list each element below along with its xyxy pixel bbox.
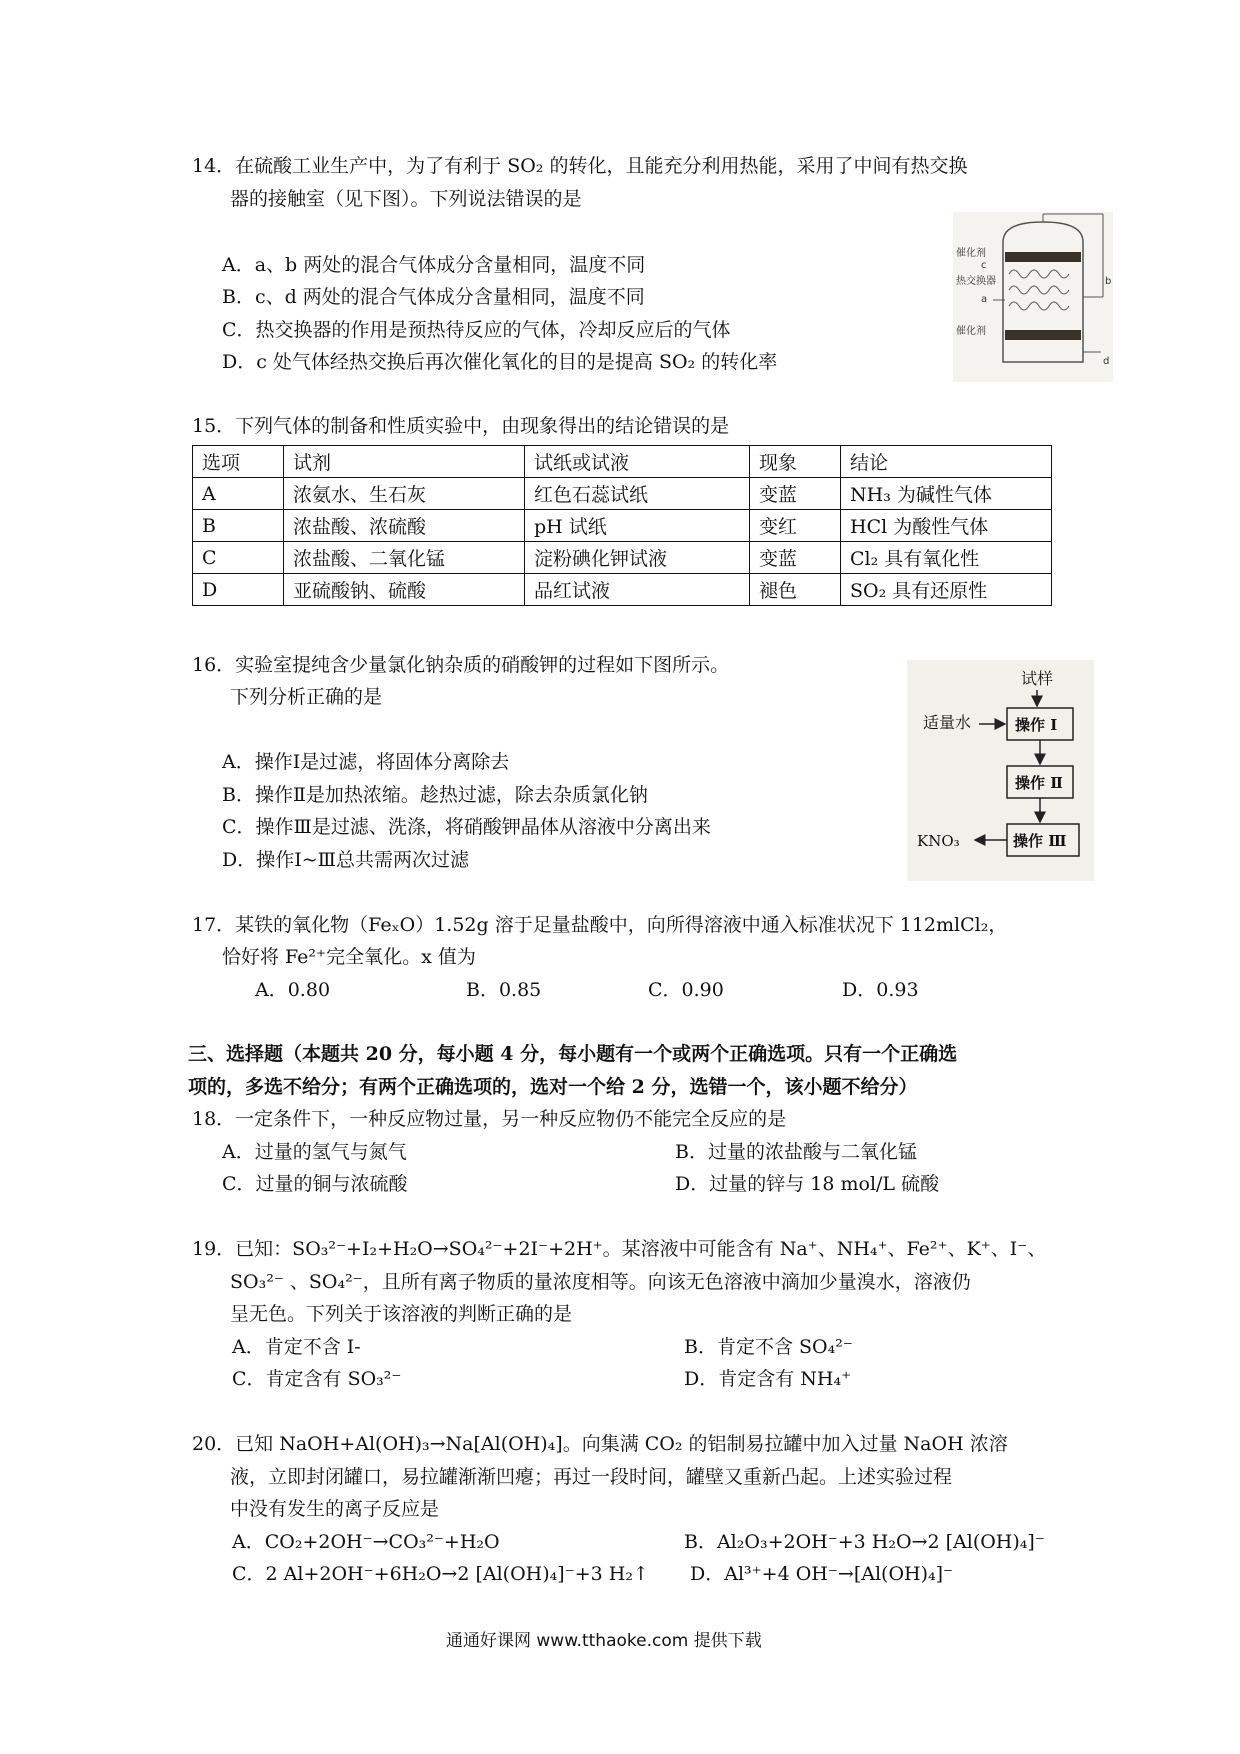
table-cell: B: [193, 510, 284, 542]
q14-option-c: C．热交换器的作用是预热待反应的气体，冷却反应后的气体: [222, 319, 731, 341]
table-cell: 浓盐酸、浓硫酸: [284, 510, 525, 542]
table-header-cell: 结论: [841, 446, 1052, 478]
q15-stem: 15．下列气体的制备和性质实验中，由现象得出的结论错误的是: [192, 415, 730, 437]
q18-option-c: C．过量的铜与浓硫酸: [222, 1173, 408, 1195]
table-cell: 品红试液: [525, 574, 750, 606]
q20-option-a: A．CO₂+2OH⁻→CO₃²⁻+H₂O: [232, 1531, 500, 1553]
q19-stem-line3: 呈无色。下列关于该溶液的判断正确的是: [230, 1303, 573, 1325]
flow-op2-label: 操作 Ⅱ: [1015, 774, 1063, 792]
q18-option-d: D．过量的锌与 18 mol/L 硫酸: [675, 1173, 940, 1195]
fig-label-c: c: [981, 260, 987, 271]
flow-op1-label: 操作 Ⅰ: [1015, 716, 1058, 734]
q14-stem-line1: 14．在硫酸工业生产中，为了有利于 SO₂ 的转化，且能充分利用热能，采用了中间有热交换: [192, 155, 968, 177]
q18-option-a: A．过量的氢气与氮气: [222, 1141, 407, 1163]
table-row: [193, 478, 1052, 510]
table-cell: D: [193, 574, 284, 606]
q17-option-a: A．0.80: [255, 979, 331, 1001]
table-cell: 变蓝: [750, 478, 841, 510]
q17-option-d: D．0.93: [842, 979, 919, 1001]
q16-option-a: A．操作Ⅰ是过滤，将固体分离除去: [222, 751, 510, 773]
section3-title-line1: 三、选择题（本题共 20 分，每小题 4 分，每小题有一个或两个正确选项。只有一个正确选: [188, 1043, 958, 1065]
q18-stem: 18．一定条件下，一种反应物过量，另一种反应物仍不能完全反应的是: [192, 1108, 787, 1130]
contact-chamber-figure: [953, 212, 1113, 382]
flow-op3-label: 操作 Ⅲ: [1013, 832, 1067, 850]
table-row: [193, 574, 1052, 606]
q16-option-d: D．操作Ⅰ~Ⅲ总共需两次过滤: [222, 849, 469, 871]
table-cell: 变蓝: [750, 542, 841, 574]
q19-option-d: D．肯定含有 NH₄⁺: [684, 1368, 852, 1390]
table-header-cell: 选项: [193, 446, 284, 478]
table-row: [193, 510, 1052, 542]
fig-label-catalyst-bottom: 催化剂: [956, 326, 986, 337]
table-cell: 浓氨水、生石灰: [284, 478, 525, 510]
q17-option-b: B．0.85: [466, 979, 542, 1001]
q20-option-d: D．Al³⁺+4 OH⁻→[Al(OH)₄]⁻: [690, 1563, 954, 1585]
fig-label-catalyst-top: 催化剂: [956, 248, 986, 259]
section3-title-line2: 项的，多选不给分；有两个正确选项的，选对一个给 2 分，选错一个，该小题不给分）: [188, 1076, 918, 1098]
q20-option-b: B．Al₂O₃+2OH⁻+3 H₂O→2 [Al(OH)₄]⁻: [684, 1531, 1045, 1553]
table-row: [193, 542, 1052, 574]
q20-option-c: C．2 Al+2OH⁻+6H₂O→2 [Al(OH)₄]⁻+3 H₂↑: [232, 1563, 649, 1585]
table-cell: Cl₂ 具有氧化性: [841, 542, 1052, 574]
table-header-row: [193, 446, 1052, 478]
q15-table: [192, 445, 1052, 606]
q20-stem-line2: 液，立即封闭罐口，易拉罐渐渐凹瘪；再过一段时间，罐壁又重新凸起。上述实验过程: [230, 1466, 953, 1488]
table-cell: 褪色: [750, 574, 841, 606]
fig-label-b: b: [1105, 276, 1112, 287]
q17-stem-line1: 17．某铁的氧化物（FeₓO）1.52g 溶于足量盐酸中，向所得溶液中通入标准状况下 112mlCl₂，: [192, 914, 1008, 936]
q14-option-b: B．c、d 两处的混合气体成分含量相同，温度不同: [222, 286, 645, 308]
fig-label-heat-exchanger: 热交换器: [956, 276, 996, 287]
q20-stem-line3: 中没有发生的离子反应是: [230, 1498, 440, 1520]
catalyst-layer-bottom: [1005, 330, 1081, 340]
table-cell: 浓盐酸、二氧化锰: [284, 542, 525, 574]
flow-product-label: KNO₃: [917, 832, 960, 850]
table-cell: HCl 为酸性气体: [841, 510, 1052, 542]
table-cell: NH₃ 为碱性气体: [841, 478, 1052, 510]
q19-option-c: C．肯定含有 SO₃²⁻: [232, 1368, 402, 1390]
q19-option-a: A．肯定不含 I-: [232, 1336, 361, 1358]
q20-stem-line1: 20．已知 NaOH+Al(OH)₃→Na[Al(OH)₄]。向集满 CO₂ 的铝制易拉罐中加入过量 NaOH 浓溶: [192, 1433, 1008, 1455]
table-cell: pH 试纸: [525, 510, 750, 542]
q16-stem-line2: 下列分析正确的是: [230, 686, 383, 708]
q19-stem-line1: 19．已知：SO₃²⁻+I₂+H₂O→SO₄²⁻+2I⁻+2H⁺。某溶液中可能含有 Na⁺、NH₄⁺、Fe²⁺、K⁺、I⁻、: [192, 1238, 1047, 1260]
fig-label-a: a: [981, 294, 988, 305]
q18-option-b: B．过量的浓盐酸与二氧化锰: [675, 1141, 917, 1163]
table-cell: 亚硫酸钠、硫酸: [284, 574, 525, 606]
purification-flowchart: [907, 660, 1094, 881]
table-header-cell: 试剂: [284, 446, 525, 478]
table-cell: 淀粉碘化钾试液: [525, 542, 750, 574]
table-header-cell: 试纸或试液: [525, 446, 750, 478]
table-cell: SO₂ 具有还原性: [841, 574, 1052, 606]
table-cell: 红色石蕊试纸: [525, 478, 750, 510]
q19-stem-line2: SO₃²⁻ 、SO₄²⁻，且所有离子物质的量浓度相等。向该无色溶液中滴加少量溴水，溶液仍: [230, 1271, 971, 1293]
table-cell: C: [193, 542, 284, 574]
table-cell: 变红: [750, 510, 841, 542]
q14-stem-line2: 器的接触室（见下图）。下列说法错误的是: [230, 188, 582, 210]
q19-option-b: B．肯定不含 SO₄²⁻: [684, 1336, 853, 1358]
q16-option-c: C．操作Ⅲ是过滤、洗涤，将硝酸钾晶体从溶液中分离出来: [222, 816, 711, 838]
table-cell: A: [193, 478, 284, 510]
catalyst-layer-top: [1005, 252, 1081, 262]
q16-option-b: B．操作Ⅱ是加热浓缩。趁热过滤，除去杂质氯化钠: [222, 784, 648, 806]
flow-water-label: 适量水: [923, 713, 972, 732]
page-footer: 通通好课网 www.tthaoke.com 提供下载: [446, 1631, 762, 1651]
q17-stem-line2: 恰好将 Fe²⁺完全氧化。x 值为: [222, 946, 476, 968]
q14-option-a: A．a、b 两处的混合气体成分含量相同，温度不同: [222, 254, 646, 276]
q16-stem-line1: 16．实验室提纯含少量氯化钠杂质的硝酸钾的过程如下图所示。: [192, 654, 730, 676]
q17-option-c: C．0.90: [648, 979, 724, 1001]
flow-sample-label: 试样: [1021, 669, 1054, 688]
table-header-cell: 现象: [750, 446, 841, 478]
fig-label-d: d: [1103, 356, 1110, 367]
q14-option-d: D．c 处气体经热交换后再次催化氧化的目的是提高 SO₂ 的转化率: [222, 351, 778, 373]
